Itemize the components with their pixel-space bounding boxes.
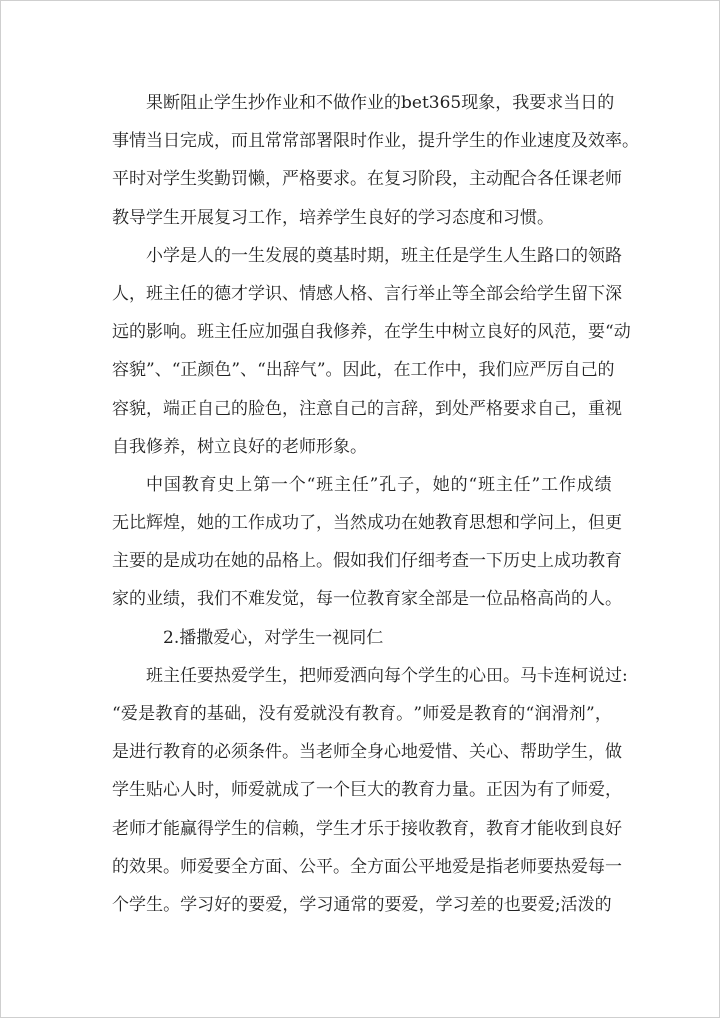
text-line: 学 生 贴 心 人 时 ， 师 爱 就 成 了 一 个 巨 大 的 教 育 力 量 。 正 因 为 有 了 师 爱 ， <box>112 780 622 801</box>
text-line: 个 学 生 。 学 习 好 的 要 爱 ， 学 习 通 常 的 要 爱 ， 学 习 差 的 也 要 爱 ; 活 泼 的 <box>112 894 612 915</box>
text-line: 平 时 对 学 生 奖 勤 罚 懒 ， 严 格 要 求 。 在 复 习 阶 段 ， 主 动 配 合 各 任 课 老 师 <box>112 169 622 190</box>
paragraph-4 <box>112 657 628 924</box>
text-line: 是 进 行 教 育 的 必 须 条 件 。 当 老 师 全 身 心 地 爱 惜 、 关 心 、 帮 助 学 生 ， 做 <box>112 742 622 763</box>
text-line: 人 ， 班 主 任 的 德 才 学 识 、 情 感 人 格 、 言 行 举 止 等 全 部 会 给 学 生 留 下 深 <box>112 283 622 304</box>
text-line: 远 的 影 响 。 班 主 任 应 加 强 自 我 修 养 ， 在 学 生 中 树 立 良 好 的 风 范 ， 要 “ 动 <box>112 322 631 343</box>
text-line: 容 貌 ” 、 “ 正 颜 色 ” 、 “ 出 辞 气 ” 。 因 此 ， 在 工 作 中 ， 我 们 应 严 厉 自 己 的 <box>112 360 615 381</box>
text-line: 果 断 阻 止 学 生 抄 作 业 和 不 做 作 业 的 bet365 现 象 ， 我 要 求 当 日 的 <box>146 93 615 113</box>
text-line: 主 要 的 是 成 功 在 她 的 品 格 上 。 假 如 我 们 仔 细 考 查 一 下 历 史 上 成 功 教 育 <box>112 551 622 572</box>
text-line: 班 主 任 要 热 爱 学 生 ， 把 师 爱 洒 向 每 个 学 生 的 心 田 。 马 卡 连 柯 说 过 : <box>146 665 628 686</box>
text-line: 中 国 教 育 史 上 第 一 个 “ 班 主 任 ” 孔 子 ， 她 的 “ 班 主 任 ” 工 作 成 绩 <box>146 474 612 495</box>
text-line: 家 的 业 绩 ， 我 们 不 难 发 觉 ， 每 一 位 教 育 家 全 部 是 一 位 品 格 高 尚 的 人 。 <box>112 589 622 610</box>
paragraph-2 <box>112 237 631 466</box>
text-line: 教导学生开展复习工作，培养学生良好的学习态度和习惯。 <box>112 207 554 228</box>
section-heading <box>112 619 612 657</box>
paragraph-1 <box>112 84 639 237</box>
text-line: 自我修养，树立良好的老师形象。 <box>112 436 367 457</box>
text-line: “ 爱 是 教 育 的 基 础 ， 没 有 爱 就 没 有 教 育 。 ” 师 爱 是 教 育 的 “ 润 滑 剂 ” ， <box>112 704 612 724</box>
heading-text: 2.播撒爱心，对学生一视同仁 <box>163 627 384 648</box>
paragraph-3 <box>112 466 622 619</box>
document-body <box>112 84 639 924</box>
text-line: 老 师 才 能 赢 得 学 生 的 信 赖 ， 学 生 才 乐 于 接 收 教 育 ， 教 育 才 能 收 到 良 好 <box>112 818 622 839</box>
text-line: 事 情 当 日 完 成 ， 而 且 常 常 部 署 限 时 作 业 ， 提 升 学 生 的 作 业 速 度 及 效 率 。 <box>112 131 639 152</box>
text-line: 容 貌 ， 端 正 自 己 的 脸 色 ， 注 意 自 己 的 言 辞 ， 到 处 严 格 要 求 自 己 ， 重 视 <box>112 398 622 419</box>
text-line: 无 比 辉 煌 ， 她 的 工 作 成 功 了 ， 当 然 成 功 在 她 教 育 思 想 和 学 问 上 ， 但 更 <box>112 513 622 534</box>
text-line: 的 效 果 。 师 爱 要 全 方 面 、 公 平 。 全 方 面 公 平 地 爱 是 指 老 师 要 热 爱 每 一 <box>112 856 622 877</box>
text-line: 小 学 是 人 的 一 生 发 展 的 奠 基 时 期 ， 班 主 任 是 学 生 人 生 路 口 的 领 路 <box>146 245 622 266</box>
